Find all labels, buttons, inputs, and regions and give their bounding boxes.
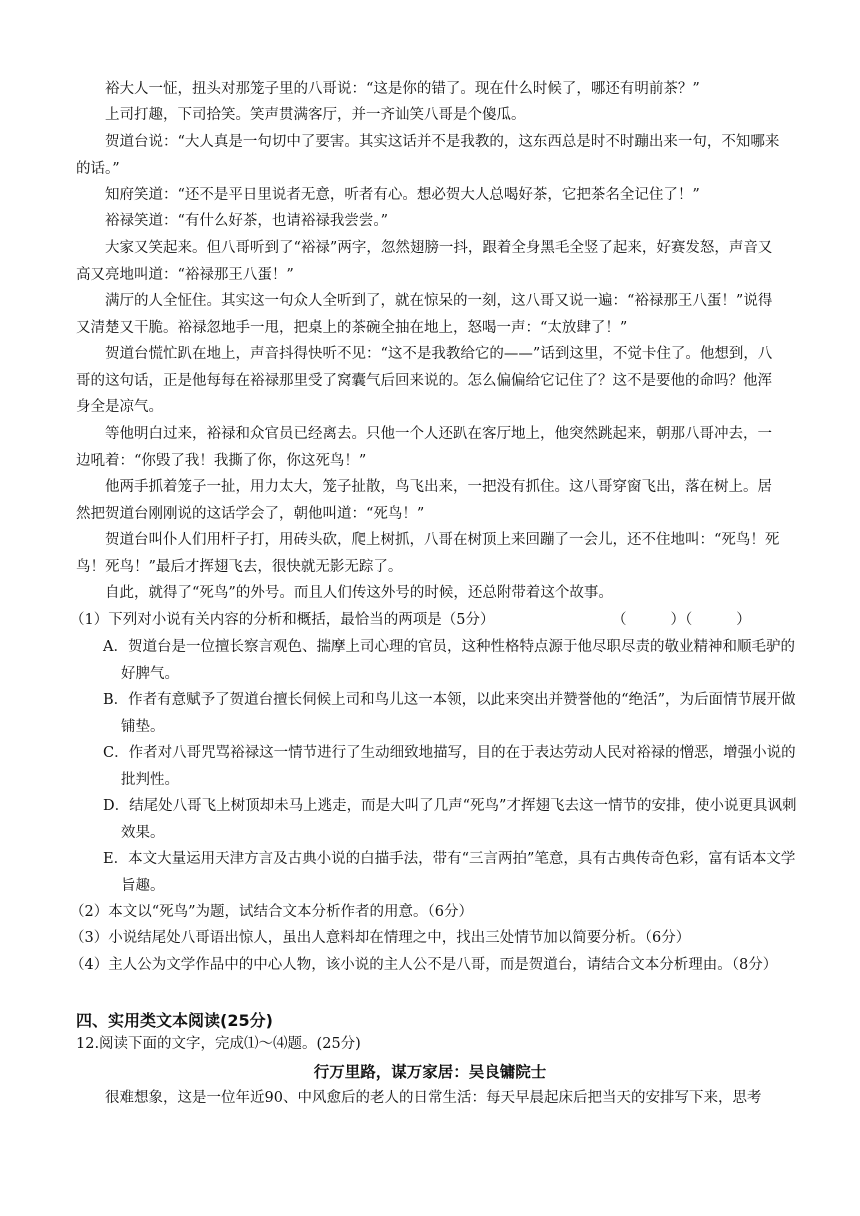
section-instruction: 12.阅读下面的文字，完成⑴～⑷题。(25分) (76, 1036, 361, 1052)
option-e: E．本文大量运用天津方言及古典小说的白描手法，带有“三言两拍”笔意，具有古典传奇色彩，富有话本文学旨趣。 (103, 851, 796, 894)
story-paragraph: 大家又笑起来。但八哥听到了“裕禄”两字，忽然翅膀一抖，跟着全身黑毛全竖了起来，好赛发怒，声音又高又亮地叫道：“裕禄那王八蛋！” (76, 240, 773, 283)
story-paragraph: 他两手抓着笼子一扯，用力太大，笼子扯散，鸟飞出来，一把没有抓住。这八哥穿窗飞出，落在树上。居然把贺道台刚刚说的这话学会了，朝他叫道：“死鸟！” (76, 479, 772, 522)
article-title: 行万里路，谋万家居：吴良镛院士 (313, 1062, 547, 1081)
option-b: B．作者有意赋予了贺道台擅长伺候上司和鸟儿这一本领，以此来突出并赞誉他的“绝活”，为后面情节展开做铺垫。 (103, 692, 796, 735)
option-a: A．贺道台是一位擅长察言观色、揣摩上司心理的官员，这种性格特点源于他尽职尽责的敬业精神和顺毛驴的好脾气。 (103, 639, 795, 682)
question-1-stem (70, 607, 780, 634)
story-paragraph: 知府笑道：“还不是平日里说者无意，听者有心。想必贺大人总喝好茶，它把茶名全记住了！” (105, 187, 700, 203)
story-paragraph: 自此，就得了“死鸟”的外号。而且人们传这外号的时候，还总附带着这个故事。 (105, 585, 613, 601)
answer-blanks[interactable]: （ ）（ ） (612, 612, 751, 628)
option-c: C．作者对八哥咒骂裕禄这一情节进行了生动细致地描写，目的在于表达劳动人民对裕禄的憎恶，增强小说的批判性。 (103, 745, 796, 788)
question-3: （3）小说结尾处八哥语出惊人，虽出人意料却在情理之中，找出三处情节加以简要分析。（6分） (70, 930, 691, 946)
story-paragraph: 贺道台叫仆人们用杆子打，用砖头砍，爬上树抓，八哥在树顶上来回蹦了一会儿，还不住地叫：“死鸟！死鸟！死鸟！”最后才挥翅飞去，很快就无影无踪了。 (76, 532, 780, 575)
story-paragraph: 裕大人一怔，扭头对那笼子里的八哥说：“这是你的错了。现在什么时候了，哪还有明前茶？” (105, 81, 700, 97)
question-4: （4）主人公为文学作品中的中心人物，该小说的主人公不是八哥，而是贺道台，请结合文本分析理由。（8分） (70, 957, 778, 973)
story-paragraph: 上司打趣，下司拾笑。笑声贯满客厅，并一齐讪笑八哥是个傻瓜。 (105, 107, 526, 123)
question-2: （2）本文以“死鸟”为题，试结合文本分析作者的用意。（6分） (70, 904, 474, 920)
story-paragraph: 裕禄笑道：“有什么好茶，也请裕禄我尝尝。” (105, 213, 389, 229)
story-paragraph: 贺道台慌忙趴在地上，声音抖得快听不见：“这不是我教给它的——”话到这里，不觉卡住了。他想到，八哥的这句话，正是他每每在裕禄那里受了窝囊气后回来说的。怎么偏偏给它记住了？这不是要他的命吗？他浑身全是凉气。 (76, 346, 773, 415)
question-1-text: （1）下列对小说有关内容的分析和概括，最恰当的两项是（5分） (70, 612, 495, 628)
section-heading: 四、实用类文本阅读(25分) (76, 1011, 273, 1030)
story-paragraph: 等他明白过来，裕禄和众官员已经离去。只他一个人还趴在客厅地上，他突然跳起来，朝那八哥冲去，一边吼着：“你毁了我！我撕了你，你这死鸟！” (76, 426, 772, 469)
article-paragraph: 很难想象，这是一位年近90、中风愈后的老人的日常生活：每天早晨起床后把当天的安排写下来，思考 (105, 1090, 762, 1106)
story-paragraph: 满厅的人全怔住。其实这一句众人全听到了，就在惊呆的一刻，这八哥又说一遍：“裕禄那王八蛋！”说得又清楚又干脆。裕禄忽地手一甩，把桌上的茶碗全抽在地上，怒喝一声：“太放肆了！” (76, 293, 773, 336)
option-d: D．结尾处八哥飞上树顶却未马上逃走，而是大叫了几声“死鸟”才挥翅飞去这一情节的安排，使小说更具讽刺效果。 (103, 798, 797, 841)
story-paragraph: 贺道台说：“大人真是一句切中了要害。其实这话并不是我教的，这东西总是时不时蹦出来一句，不知哪来的话。” (76, 134, 780, 177)
